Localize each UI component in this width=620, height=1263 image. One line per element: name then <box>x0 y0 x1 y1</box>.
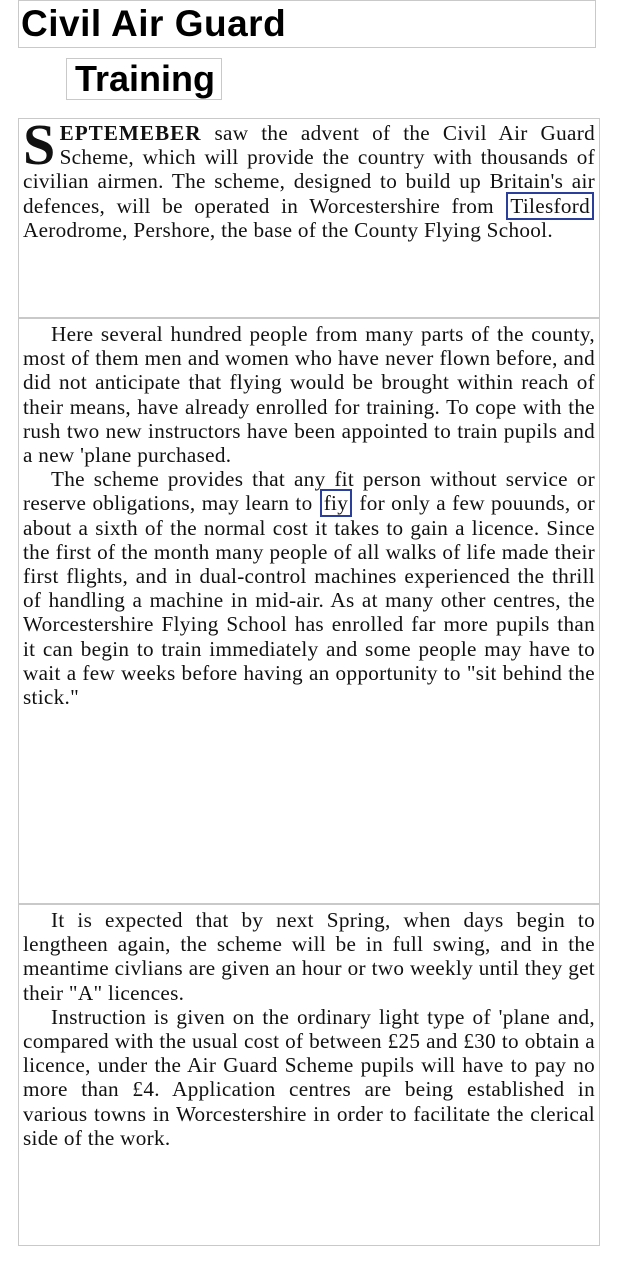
paragraph-2: Here several hundred people from many parts of the county, most of them men and women who have never flown before, and did not anticipate that flying would be brought within reach of their means, have already enrolled for training. To cope with the rush two new instructors have been appointed to train pupils and a new 'plane purchased. <box>23 322 595 468</box>
headline-subtitle: Training <box>75 58 216 99</box>
paragraph-4: It is expected that by next Spring, when days begin to lengtheen again, the scheme will be in full swing, and in the meantime civlians are given an hour or two weekly until they get their "A" licences. <box>23 908 595 1005</box>
headline-title-box <box>18 0 596 48</box>
paragraph-1 <box>23 118 595 242</box>
article-block-1 <box>18 118 600 318</box>
search-highlight-tilesford[interactable]: Tilesford <box>506 192 594 220</box>
article-block-3 <box>18 904 600 1246</box>
paragraph-3 <box>23 467 595 709</box>
paragraph-3-text-a: The scheme provides that any fit person without service or reserve obligations, may learn to <box>23 467 595 516</box>
headline-title: Civil Air Guard <box>21 3 287 44</box>
paragraph-1-caps: EPTEMEBER <box>59 121 202 145</box>
paragraph-3-text-b: for only a few pouunds, or about a sixth of the normal cost it takes to gain a licence. Since the first of the month many people of all walks of life made their first flights, and in dual-control machines experienced the thrill of handling a machine in mid-air. As at many other centres, the Worcestershire Flying School has enrolled far more pupils than it can begin to train immediately and some people may have to wait a few weeks before having an opportunity to "sit behind the stick." <box>23 491 595 710</box>
paragraph-1-text-b: Aerodrome, Pershore, the base of the County Flying School. <box>23 217 553 242</box>
search-highlight-fly[interactable]: fiy <box>320 489 352 517</box>
drop-cap: S <box>23 118 56 177</box>
article-block-2 <box>18 318 600 904</box>
paragraph-5: Instruction is given on the ordinary light type of 'plane and, compared with the usual cost of between £25 and £30 to obtain a licence, under the Air Guard Scheme pupils will have to pay no more than £4. Application centres are being established in various towns in Worcestershire in order to facilitate the clerical side of the work. <box>23 1004 595 1150</box>
paragraph-1-text-a: saw the advent of the Civil Air Guard Scheme, which will provide the country with thousands of civilian airmen. The scheme, designed to build up Britain's air defences, will be operated in Worcestershire from <box>23 121 595 218</box>
headline-subtitle-box <box>66 58 222 100</box>
